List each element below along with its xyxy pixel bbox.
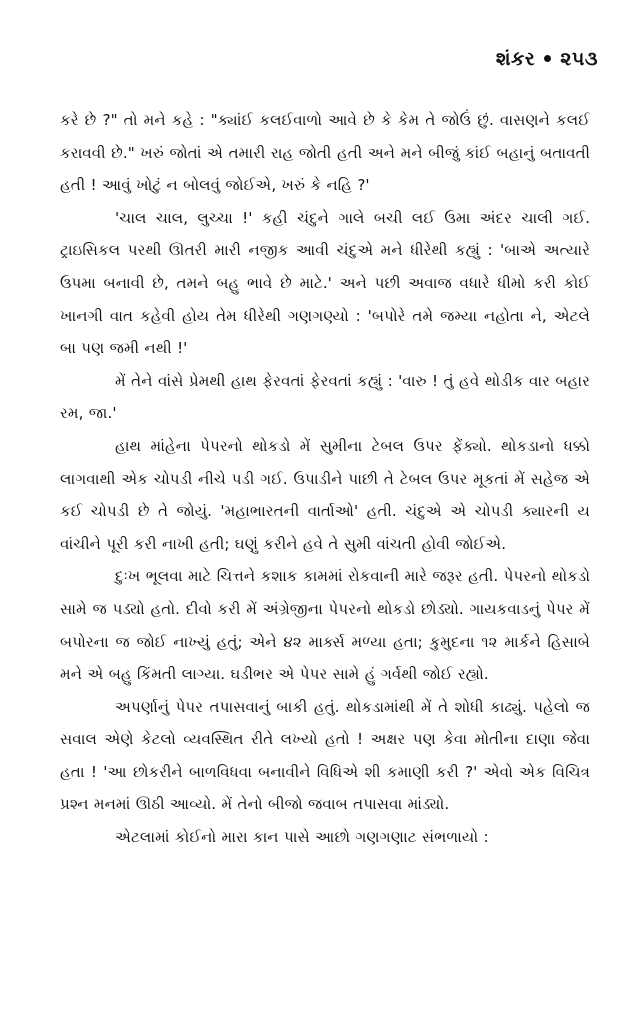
bullet-separator-icon (544, 55, 551, 62)
paragraph: અપર્ણાનું પેપર તપાસવાનું બાકી હતું. થોકડામાંથી મેં તે શોધી કાઢ્યું. પહેલો જ સવાલ એણે કેટલો વ્યવસ્થિત રીતે લખ્યો હતો ! અક્ષર પણ કેવા મોતીના દાણા જેવા હતા ! 'આ છોકરીને બાળવિધવા બનાવીને વિધિએ શી કમાણી કરી ?' એવો એક વિચિત્ર પ્રશ્ન મનમાં ઊઠી આવ્યો. મેં તેનો બીજો જવાબ તપાસવા માંડ્યો. (60, 697, 590, 814)
running-head (496, 48, 598, 70)
paragraph: એટલામાં કોઈનો મારા કાન પાસે આછો ગણગણાટ સંભળાયો : (115, 828, 489, 847)
paragraph: કરે છે ?" તો મને કહે : "ક્યાંઈ કલઈવાળો આવે છે કે કેમ તે જોઉં છું. વાસણને કલઈ કરાવવી છે." ખરું જોતાં એ તમારી રાહ જોતી હતી અને મને બીજું કાંઈ બહાનું બતાવતી હતી ! આવું ખોટું ન બોલવું જોઈએ, ખરું કે નહિ ?' (60, 111, 590, 195)
page-number: ૨૫૩ (560, 48, 598, 70)
paragraph: મેં તેને વાંસે પ્રેમથી હાથ ફેરવતાં ફેરવતાં કહ્યું : 'વારુ ! તું હવે થોડીક વાર બહાર રમ, જા.' (60, 371, 590, 423)
paragraph: 'ચાલ ચાલ, લુચ્ચા !' કહી ચંદુને ગાલે બચી લઈ ઉમા અંદર ચાલી ગઈ. ટ્રાઇસિકલ પરથી ઊતરી મારી નજીક આવી ચંદુએ મને ધીરેથી કહ્યું : 'બાએ અત્યારે ઉપમા બનાવી છે, તમને બહુ ભાવે છે માટે.' અને પછી અવાજ વધારે ધીમો કરી કોઈ ખાનગી વાત કહેવી હોય તેમ ધીરેથી ગણગણ્યો : 'બપોરે તમે જમ્યા નહોતા ને, એટલે બા પણ જમી નથી !' (60, 208, 590, 358)
body-text (60, 104, 590, 854)
paragraph: હાથ માંહેના પેપરનો થોકડો મેં સુમીના ટેબલ ઉપર ફેંક્યો. થોકડાનો ધક્કો લાગવાથી એક ચોપડી નીચે પડી ગઈ. ઉપાડીને પાછી તે ટેબલ ઉપર મૂકતાં મેં સહેજ એ કઈ ચોપડી છે તે જોયું. 'મહાભારતની વાર્તાઓ' હતી. ચંદુએ એ ચોપડી ક્યારની ય વાંચીને પૂરી કરી નાખી હતી; ઘણું કરીને હવે તે સુમી વાંચતી હોવી જોઈએ. (60, 436, 590, 553)
paragraph: દુઃખ ભૂલવા માટે ચિત્તને કશાક કામમાં રોકવાની મારે જરૂર હતી. પેપરનો થોકડો સામે જ પડ્યો હતો. દીવો કરી મેં અંગ્રેજીના પેપરનો થોકડો છોડ્યો. ગાયકવાડનું પેપર મેં બપોરના જ જોઈ નાખ્યું હતું; એને ૪૨ માર્ક્સ મળ્યા હતા; કુમુદના ૧૨ માર્કને હિસાબે મને એ બહુ કિંમતી લાગ્યા. ઘડીભર એ પેપર સામે હું ગર્વથી જોઈ રહ્યો. (60, 567, 590, 684)
chapter-title: શંકર (495, 48, 536, 70)
